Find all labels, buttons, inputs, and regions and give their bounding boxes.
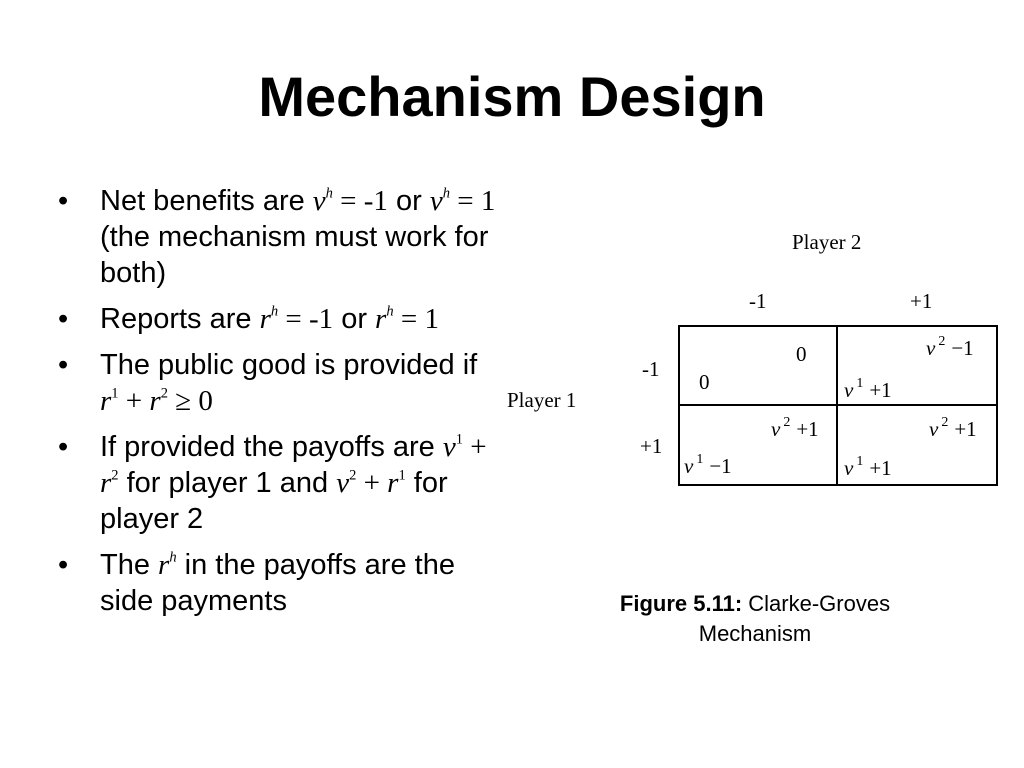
math-sup: h <box>325 185 333 202</box>
payoff-p1: v $^1$ +1 <box>844 376 892 402</box>
payoff-p1: v $^1$ +1 <box>844 454 892 480</box>
bullet-dot: • <box>58 349 69 381</box>
math-sup: 1 <box>455 431 463 448</box>
col-header: +1 <box>910 289 933 313</box>
caption-text: Clarke-Groves Mechanism <box>698 591 891 646</box>
payoff-p1: 0 <box>699 370 710 394</box>
payoff-matrix <box>500 220 1020 520</box>
bullet-text: (the mechanism must work for both) <box>100 221 489 289</box>
math-sup: 2 <box>349 467 357 484</box>
math-sup: 1 <box>398 467 406 484</box>
payoff-p2: 0 <box>796 342 807 366</box>
col-header: -1 <box>749 289 767 313</box>
bullet-list <box>58 183 498 629</box>
payoff-p2: v $^2$ +1 <box>929 415 977 441</box>
payoff-p2: v $^2$ −1 <box>926 334 974 360</box>
bullet-item <box>58 347 498 419</box>
bullet-text: or <box>333 303 376 335</box>
figure-caption <box>575 589 935 649</box>
math-expr: = -1 <box>278 303 334 335</box>
row-header: +1 <box>640 434 663 458</box>
bullet-item <box>58 183 498 291</box>
math-expr: + <box>356 467 388 499</box>
math-sup: h <box>169 549 177 566</box>
math-sup: h <box>442 185 450 202</box>
row-header: -1 <box>642 357 660 381</box>
matrix-horizontal-divider <box>678 404 996 406</box>
bullet-text: If provided the payoffs are <box>100 431 443 463</box>
math-expr: + <box>462 431 487 463</box>
player2-label: Player 2 <box>792 230 862 254</box>
bullet-text: in the payoffs are the side payments <box>100 549 455 617</box>
slide-title: Mechanism Design <box>258 65 766 128</box>
math-var: r <box>100 385 112 417</box>
math-var: r <box>158 549 170 581</box>
math-expr: = 1 <box>449 185 496 217</box>
math-sup: h <box>270 303 279 320</box>
math-expr: = -1 <box>332 185 388 217</box>
math-var: r <box>149 385 161 417</box>
player1-label: Player 1 <box>507 388 577 412</box>
math-var: r <box>100 467 112 499</box>
math-sup: 1 <box>111 385 119 402</box>
math-var: v <box>429 185 443 217</box>
bullet-text: or <box>387 185 430 217</box>
math-var: v <box>336 467 350 499</box>
math-var: r <box>387 467 399 499</box>
math-expr: = 1 <box>393 303 439 335</box>
bullet-dot: • <box>58 431 69 463</box>
bullet-text: Net benefits are <box>100 185 313 217</box>
bullet-text: for player 2 <box>100 467 448 535</box>
math-sup: h <box>386 303 394 320</box>
bullet-item <box>58 429 498 537</box>
math-expr: ≥ 0 <box>167 385 213 417</box>
bullet-text: Reports are <box>100 303 260 335</box>
math-sup: 2 <box>111 467 119 484</box>
payoff-p1: v $^1$ −1 <box>684 452 732 478</box>
bullet-item <box>58 301 498 337</box>
bullet-text: The public good is provided if <box>100 349 478 381</box>
math-var: v <box>442 431 456 463</box>
bullet-text: The <box>100 549 159 581</box>
caption-label: Figure 5.11: <box>619 591 743 616</box>
math-var: v <box>312 185 326 217</box>
math-expr: + <box>118 385 150 417</box>
payoff-p2: v $^2$ +1 <box>771 415 819 441</box>
math-sup: 2 <box>160 385 168 402</box>
math-var: r <box>259 303 271 335</box>
bullet-dot: • <box>58 303 69 335</box>
bullet-text: for player 1 and <box>118 467 337 499</box>
bullet-dot: • <box>58 185 69 217</box>
bullet-item <box>58 547 498 619</box>
math-var: r <box>375 303 387 335</box>
bullet-dot: • <box>58 549 69 581</box>
